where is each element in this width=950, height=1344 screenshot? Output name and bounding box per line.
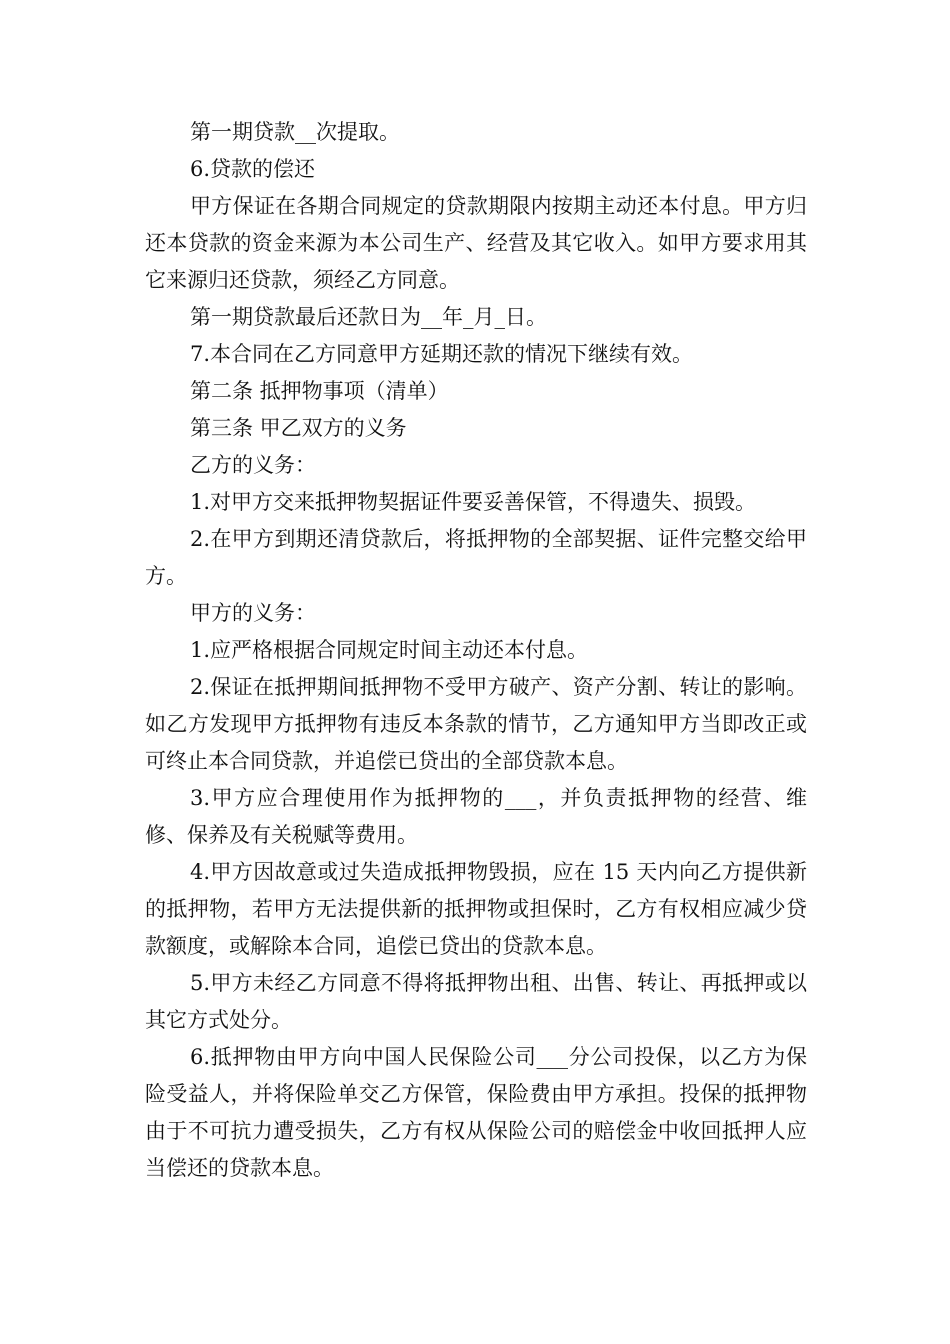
list-item: 2.在甲方到期还清贷款后，将抵押物的全部契据、证件完整交给甲方。: [145, 527, 807, 588]
list-item: 5.甲方未经乙方同意不得将抵押物出租、出售、转让、再抵押或以其它方式处分。: [145, 971, 807, 1032]
article-heading: 第二条 抵押物事项（清单）: [190, 379, 449, 403]
list-item: 6.抵押物由甲方向中国人民保险公司___分公司投保，以乙方为保险受益人，并将保险单交乙方保管，保险费由甲方承担。投保的抵押物由于不可抗力遭受损失，乙方有权从保险公司的赔偿金中收回抵押人应当偿还的贷款本息。: [145, 1045, 807, 1180]
paragraph: 甲方保证在各期合同规定的贷款期限内按期主动还本付息。甲方归还本贷款的资金来源为本公司生产、经营及其它收入。如甲方要求用其它来源归还贷款，须经乙方同意。: [145, 194, 807, 292]
list-item: 3.甲方应合理使用作为抵押物的___，并负责抵押物的经营、维修、保养及有关税赋等费用。: [145, 786, 807, 847]
list-item: 2.保证在抵押期间抵押物不受甲方破产、资产分割、转让的影响。如乙方发现甲方抵押物有违反本条款的情节，乙方通知甲方当即改正或可终止本合同贷款，并追偿已贷出的全部贷款本息。: [145, 675, 807, 773]
list-item: 1.对甲方交来抵押物契据证件要妥善保管，不得遗失、损毁。: [190, 490, 757, 514]
paragraph: 第一期贷款__次提取。: [190, 120, 400, 144]
list-item: 1.应严格根据合同规定时间主动还本付息。: [190, 638, 589, 662]
paragraph: 7.本合同在乙方同意甲方延期还款的情况下继续有效。: [190, 342, 694, 366]
paragraph: 第一期贷款最后还款日为__年_月_日。: [190, 305, 547, 329]
document-body: [145, 114, 807, 1187]
section-heading: 6.贷款的偿还: [190, 157, 316, 181]
article-heading: 第三条 甲乙双方的义务: [190, 416, 407, 440]
subheading: 甲方的义务：: [190, 601, 316, 625]
list-item: 4.甲方因故意或过失造成抵押物毁损，应在 15 天内向乙方提供新的抵押物，若甲方无法提供新的抵押物或担保时，乙方有权相应减少贷款额度，或解除本合同，追偿已贷出的贷款本息。: [145, 860, 807, 958]
subheading: 乙方的义务：: [190, 453, 316, 477]
